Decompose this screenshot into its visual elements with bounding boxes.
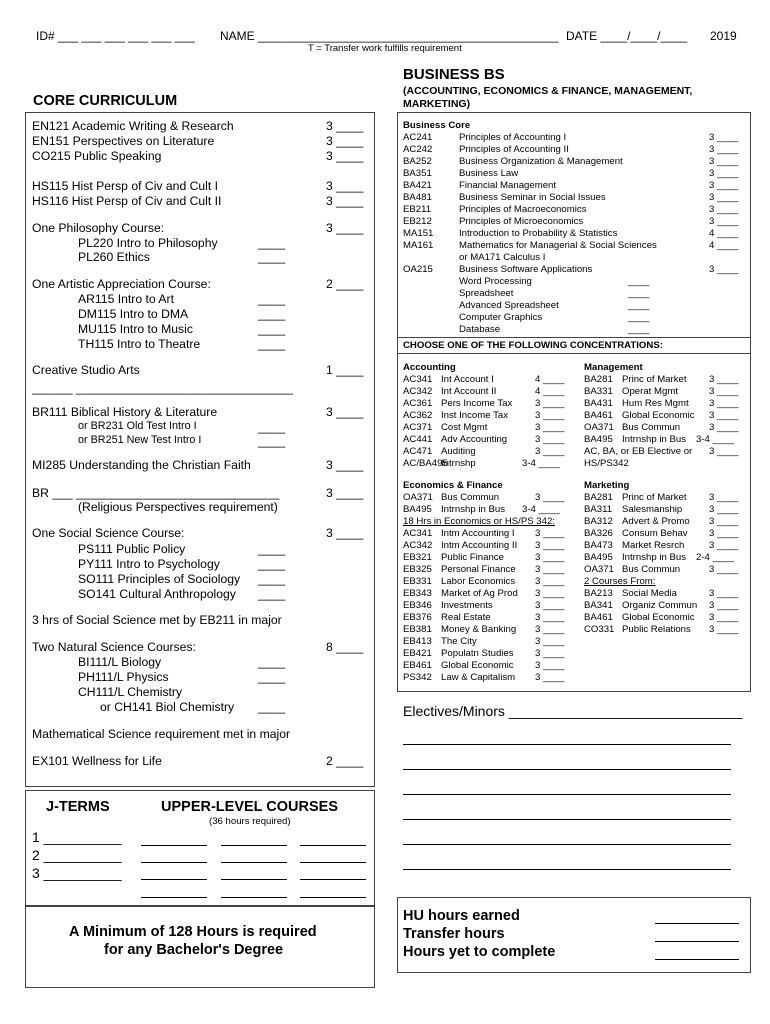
concentration-hours-blank[interactable]: 3 ____ [709, 410, 739, 421]
concentration-hours-blank[interactable]: 3 ____ [709, 516, 739, 527]
core-hours-blank[interactable]: ____ [258, 307, 286, 321]
concentration-code: EB346 [403, 600, 432, 611]
concentration-hours-blank[interactable]: 3 ____ [535, 540, 565, 551]
software-item: Word Processing [459, 276, 532, 287]
concentration-hours-blank[interactable]: 3 ____ [709, 398, 739, 409]
core-hours-blank[interactable]: ____ [258, 236, 286, 250]
course-hours-blank[interactable]: 3 ____ [709, 156, 739, 167]
concentration-code: AC342 [403, 386, 433, 397]
concentration-hours-blank[interactable]: 3 ____ [535, 422, 565, 433]
course-code: MA161 [403, 240, 434, 251]
concentration-title: Real Estate [441, 612, 491, 623]
concentration-title: Advert & Promo [622, 516, 690, 527]
electives-line[interactable] [403, 869, 731, 870]
concentration-hours-blank[interactable]: 3 ____ [535, 528, 565, 539]
core-course: BR ___ ______________________________ [32, 486, 280, 500]
concentration-hours-blank[interactable]: 3 ____ [709, 504, 739, 515]
hu-hours-line[interactable] [655, 923, 739, 924]
upper-course-line[interactable] [300, 845, 366, 846]
concentration-title: Operat Mgmt [622, 386, 678, 397]
concentration-code: BA341 [584, 600, 613, 611]
concentration-title: Global Economic [441, 660, 514, 671]
concentration-title: Global Economic [622, 410, 695, 421]
core-course: MU115 Intro to Music [78, 322, 193, 336]
concentration-code: BA311 [584, 504, 613, 515]
concentration-code: PS342 [403, 672, 432, 683]
concentration-code: EB325 [403, 564, 432, 575]
software-item: Computer Graphics [459, 312, 543, 323]
concentration-code: AC362 [403, 410, 433, 421]
core-hours-blank[interactable]: ____ [258, 587, 286, 601]
concentration-hours-blank[interactable]: 3-4 ____ [522, 458, 560, 469]
core-course: HS115 Hist Persp of Civ and Cult I [32, 179, 219, 193]
concentration-code: AC441 [403, 434, 433, 445]
hours-complete-label: Hours yet to complete [403, 944, 556, 960]
econ_finance-title: Economics & Finance [403, 480, 503, 491]
core-hours-blank[interactable]: 3 ____ [326, 149, 364, 163]
core-course: Two Natural Science Courses: [32, 640, 196, 654]
id-field[interactable]: ID# ___ ___ ___ ___ ___ ___ [36, 29, 195, 43]
electives-line[interactable] [403, 769, 731, 770]
concentration-title: Personal Finance [441, 564, 516, 575]
course-title: Principles of Accounting II [459, 144, 569, 155]
course-title: Principles of Accounting I [459, 132, 567, 143]
upper-course-line[interactable] [300, 862, 366, 863]
concentration-hours-blank[interactable]: 3 ____ [535, 612, 565, 623]
concentration-hours-blank[interactable]: 3 ____ [535, 552, 565, 563]
concentration-title: Int Account I [441, 374, 494, 385]
concentration-title: Intrnshp in Bus [622, 552, 686, 563]
core-hours-blank[interactable]: ____ [258, 542, 286, 556]
core-course: CH111/L Chemistry [78, 685, 183, 699]
program-title: BUSINESS BS [403, 66, 505, 83]
concentration-code: BA331 [584, 386, 613, 397]
course-hours-blank[interactable]: 4 ____ [709, 228, 739, 239]
core-course: PY111 Intro to Psychology [78, 557, 220, 571]
core-hours-blank[interactable]: ____ [258, 670, 286, 684]
concentration-hours-blank[interactable]: 3 ____ [709, 588, 739, 599]
core-hours-blank[interactable]: 3 ____ [326, 526, 364, 540]
concentration-title: Public Finance [441, 552, 504, 563]
course-title: Financial Management [459, 180, 557, 191]
core-course: One Social Science Course: [32, 526, 185, 540]
concentration-hours-blank[interactable]: 3 ____ [709, 564, 739, 575]
core-course: EN151 Perspectives on Literature [32, 134, 215, 148]
course-hours-blank[interactable]: 3 ____ [709, 192, 739, 203]
software-item: Advanced Spreadsheet [459, 300, 559, 311]
concentration-hours-blank[interactable]: 3 ____ [709, 446, 739, 457]
transfer-hours-line[interactable] [655, 941, 739, 942]
concentration-code: AC361 [403, 398, 433, 409]
concentration-code: OA371 [403, 492, 433, 503]
concentration-code: BA495 [584, 434, 613, 445]
software-item: Database [459, 324, 501, 335]
upper-course-line[interactable] [141, 897, 207, 898]
concentration-title: Intrnshp in Bus [441, 504, 505, 515]
course-hours-blank[interactable]: 3 ____ [709, 144, 739, 155]
concentration-title: Investments [441, 600, 493, 611]
course-code: AC241 [403, 132, 433, 143]
core-hours-blank[interactable]: ____ [258, 337, 286, 351]
jterm-1[interactable]: 1 __________ [32, 829, 122, 845]
concentration-code: BA495 [403, 504, 432, 515]
concentration-hours-blank[interactable]: 3-4 ____ [522, 504, 560, 515]
concentration-hours-blank[interactable]: 3 ____ [535, 600, 565, 611]
core-hours-blank[interactable]: 3 ____ [326, 119, 364, 133]
electives-line[interactable] [403, 794, 731, 795]
concentration-code: HS/PS342 [584, 458, 629, 469]
core-hours-blank[interactable]: 8 ____ [326, 640, 364, 654]
concentration-title: Intm Accounting II [441, 540, 518, 551]
concentration-hours-blank[interactable]: 3 ____ [535, 410, 565, 421]
concentration-code: EB331 [403, 576, 432, 587]
course-code: BA421 [403, 180, 432, 191]
concentration-hours-blank[interactable]: 3 ____ [535, 398, 565, 409]
divider [397, 353, 750, 354]
course-code: EB211 [403, 204, 432, 215]
concentration-hours-blank[interactable]: 3 ____ [709, 528, 739, 539]
concentration-code: BA326 [584, 528, 613, 539]
concentration-code: OA371 [584, 564, 614, 575]
concentration-code: BA281 [584, 374, 613, 385]
minimum-line-1: A Minimum of 128 Hours is required [69, 924, 317, 940]
accounting-title: Accounting [403, 362, 456, 373]
core-course: 3 hrs of Social Science met by EB211 in major [32, 613, 282, 627]
course-title: Mathematics for Managerial & Social Sciences [459, 240, 657, 251]
core-hours-blank[interactable]: ____ [258, 434, 286, 448]
course-hours-blank[interactable]: 3 ____ [709, 168, 739, 179]
concentration-title: Intrnshp [441, 458, 476, 469]
core-course: BR111 Biblical History & Literature [32, 405, 218, 419]
concentration-title: Law & Capitalism [441, 672, 516, 683]
core-course: EX101 Wellness for Life [32, 754, 162, 768]
concentration-title: Populatn Studies [441, 648, 514, 659]
marketing-title: Marketing [584, 480, 630, 491]
concentration-title: Intrnshp in Bus [622, 434, 686, 445]
concentration-hours-blank[interactable]: 3 ____ [535, 434, 565, 445]
concentration-title: Princ of Market [622, 492, 687, 503]
concentration-title: Bus Commun [441, 492, 500, 503]
concentration-code: EB413 [403, 636, 432, 647]
program-subtitle-1: (ACCOUNTING, ECONOMICS & FINANCE, MANAGEMENT, [403, 85, 693, 97]
core-course: or CH141 Biol Chemistry [100, 700, 235, 714]
core-course: PL220 Intro to Philosophy [78, 236, 218, 250]
course-hours-blank[interactable]: 3 ____ [709, 264, 739, 275]
concentration-hours-blank[interactable]: 3 ____ [535, 588, 565, 599]
concentration-hours-blank[interactable]: 3 ____ [709, 422, 739, 433]
concentration-code: BA473 [584, 540, 613, 551]
course-title: or MA171 Calculus I [459, 252, 546, 263]
core-hours-blank[interactable]: ____ [258, 655, 286, 669]
concentration-code: AC371 [403, 422, 433, 433]
course-title: Principles of Microeconomics [459, 216, 584, 227]
core-hours-blank[interactable]: 1 ____ [326, 363, 364, 377]
upper-note: (36 hours required) [209, 816, 291, 827]
concentration-code: CO331 [584, 624, 615, 635]
concentration-title: Int Account II [441, 386, 497, 397]
concentration-hours-blank[interactable]: 3 ____ [535, 648, 565, 659]
concentration-title: Market Resrch [622, 540, 685, 551]
concentration-title: Bus Commun [622, 564, 681, 575]
concentration-code: AC342 [403, 540, 433, 551]
upper-course-line[interactable] [221, 897, 287, 898]
concentration-title: Consum Behav [622, 528, 688, 539]
core-course: One Artistic Appreciation Course: [32, 277, 211, 291]
upper-course-line[interactable] [141, 862, 207, 863]
core-hours-blank[interactable]: ____ [258, 572, 286, 586]
core-hours-blank[interactable]: 3 ____ [326, 486, 364, 500]
upper-course-line[interactable] [141, 845, 207, 846]
concentration-title: Market of Ag Prod [441, 588, 518, 599]
core-course: ______ ________________________________ [32, 381, 293, 395]
concentration-title: Salesmanship [622, 504, 683, 515]
core-hours-blank[interactable]: ____ [258, 292, 286, 306]
core-course: (Religious Perspectives requirement) [78, 500, 278, 514]
course-code: BA481 [403, 192, 432, 203]
concentration-hours-blank[interactable]: 4 ____ [535, 374, 565, 385]
jterm-2[interactable]: 2 __________ [32, 847, 122, 863]
software-blank[interactable]: ____ [628, 300, 650, 311]
core-course: DM115 Intro to DMA [78, 307, 189, 321]
concentration-title: Auditing [441, 446, 476, 457]
upper-course-line[interactable] [141, 879, 207, 880]
business-core-title: Business Core [403, 120, 471, 131]
course-code: MA151 [403, 228, 434, 239]
concentration-hours-blank[interactable]: 3-4 ____ [696, 434, 734, 445]
concentrations-title: CHOOSE ONE OF THE FOLLOWING CONCENTRATIONS: [403, 340, 663, 351]
course-hours-blank[interactable]: 3 ____ [709, 132, 739, 143]
concentration-code: EB321 [403, 552, 432, 563]
concentration-title: Bus Commun [622, 422, 681, 433]
concentration-hours-blank[interactable]: 3 ____ [535, 564, 565, 575]
concentration-hours-blank[interactable]: 3 ____ [709, 492, 739, 503]
course-code: BA252 [403, 156, 432, 167]
transfer-hours-label: Transfer hours [403, 926, 505, 942]
course-hours-blank[interactable]: 4 ____ [709, 240, 739, 251]
core-hours-blank[interactable]: 3 ____ [326, 134, 364, 148]
concentration-title: Princ of Market [622, 374, 687, 385]
core-hours-blank[interactable]: ____ [258, 420, 286, 434]
management-title: Management [584, 362, 643, 373]
concentration-title: Money & Banking [441, 624, 517, 635]
concentration-code: 2 Courses From: [584, 576, 656, 587]
concentration-title: Social Media [622, 588, 677, 599]
course-title: Business Organization & Management [459, 156, 623, 167]
concentration-hours-blank[interactable]: 3 ____ [709, 374, 739, 385]
concentration-hours-blank[interactable]: 3 ____ [535, 492, 565, 503]
concentration-code: EB421 [403, 648, 432, 659]
concentration-code: EB343 [403, 588, 432, 599]
core-course: BI111/L Biology [78, 655, 162, 669]
core-course: MI285 Understanding the Christian Faith [32, 458, 251, 472]
core-course: PL260 Ethics [78, 250, 150, 264]
electives-label[interactable]: Electives/Minors ______________________________ [403, 703, 743, 719]
concentration-hours-blank[interactable]: 3 ____ [709, 600, 739, 611]
core-course: Mathematical Science requirement met in major [32, 727, 291, 741]
concentration-hours-blank[interactable]: 3 ____ [535, 576, 565, 587]
core-course: SO141 Cultural Anthropology [78, 587, 236, 601]
core-course: or BR231 Old Test Intro I [78, 420, 197, 432]
jterms-title: J-TERMS [46, 799, 110, 815]
course-title: Business Law [459, 168, 519, 179]
concentration-title: Cost Mgmt [441, 422, 488, 433]
course-title: Introduction to Probability & Statistics [459, 228, 618, 239]
core-hours-blank[interactable]: 2 ____ [326, 754, 364, 768]
core-course: EN121 Academic Writing & Research [32, 119, 234, 133]
concentration-hours-blank[interactable]: 3 ____ [709, 540, 739, 551]
core-course: SO111 Principles of Sociology [78, 572, 241, 586]
hours-complete-line[interactable] [655, 959, 739, 960]
concentration-hours-blank[interactable]: 3 ____ [709, 612, 739, 623]
electives-line[interactable] [403, 844, 731, 845]
core-course: TH115 Intro to Theatre [78, 337, 201, 351]
core-hours-blank[interactable]: ____ [258, 322, 286, 336]
jterm-3[interactable]: 3 __________ [32, 865, 122, 881]
concentration-hours-blank[interactable]: 3 ____ [535, 660, 565, 671]
electives-line[interactable] [403, 819, 731, 820]
software-blank[interactable]: ____ [628, 312, 650, 323]
concentration-title: Public Relations [622, 624, 691, 635]
concentration-hours-blank[interactable]: 3 ____ [535, 672, 565, 683]
concentration-code: BA312 [584, 516, 613, 527]
core-hours-blank[interactable]: 3 ____ [326, 194, 364, 208]
core-hours-blank[interactable]: 3 ____ [326, 221, 364, 235]
concentration-hours-blank[interactable]: 3 ____ [535, 636, 565, 647]
course-hours-blank[interactable]: 3 ____ [709, 216, 739, 227]
name-field[interactable]: NAME _____________________________________________ [220, 29, 559, 43]
core-course: Creative Studio Arts [32, 363, 140, 377]
core-hours-blank[interactable]: 2 ____ [326, 277, 364, 291]
core-course: PS111 Public Policy [78, 542, 186, 556]
core-course: PH111/L Physics [78, 670, 169, 684]
course-title: Business Software Applications [459, 264, 593, 275]
core-course: One Philosophy Course: [32, 221, 165, 235]
course-code: EB212 [403, 216, 432, 227]
concentration-hours-blank[interactable]: 2-4 ____ [696, 552, 734, 563]
concentration-hours-blank[interactable]: 3 ____ [535, 624, 565, 635]
upper-course-line[interactable] [221, 862, 287, 863]
concentration-hours-blank[interactable]: 4 ____ [535, 386, 565, 397]
upper-course-line[interactable] [300, 897, 366, 898]
concentration-code: AC/BA495 [403, 458, 448, 469]
concentration-code: AC, BA, or EB Elective or [584, 446, 693, 457]
core-hours-blank[interactable]: 3 ____ [326, 405, 364, 419]
concentration-hours-blank[interactable]: 3 ____ [535, 446, 565, 457]
course-title: Business Seminar in Social Issues [459, 192, 606, 203]
course-code: AC242 [403, 144, 433, 155]
electives-line[interactable] [403, 744, 731, 745]
concentration-title: Hum Res Mgmt [622, 398, 689, 409]
course-hours-blank[interactable]: 3 ____ [709, 180, 739, 191]
concentration-code: BA431 [584, 398, 613, 409]
concentration-code: 18 Hrs in Economics or HS/PS 342: [403, 516, 555, 527]
core-course: CO215 Public Speaking [32, 149, 162, 163]
core-hours-blank[interactable]: ____ [258, 250, 286, 264]
concentration-code: BA495 [584, 552, 613, 563]
concentration-title: Inst Income Tax [441, 410, 509, 421]
concentration-code: BA461 [584, 410, 613, 421]
program-subtitle-2: MARKETING) [403, 98, 471, 110]
concentration-title: The City [441, 636, 477, 647]
core-hours-blank[interactable]: 3 ____ [326, 458, 364, 472]
concentration-code: AC341 [403, 374, 433, 385]
upper-course-line[interactable] [300, 879, 366, 880]
core-title: CORE CURRICULUM [33, 93, 178, 109]
concentration-title: Adv Accounting [441, 434, 508, 445]
core-hours-blank[interactable]: ____ [258, 700, 286, 714]
core-course: or BR251 New Test Intro I [78, 434, 202, 446]
concentration-title: Global Economic [622, 612, 695, 623]
core-course: AR115 Intro to Art [78, 292, 174, 306]
concentration-code: EB381 [403, 624, 432, 635]
course-title: Principles of Macroeconomics [459, 204, 587, 215]
core-course: HS116 Hist Persp of Civ and Cult II [32, 194, 222, 208]
core-hours-blank[interactable]: 3 ____ [326, 179, 364, 193]
course-hours-blank[interactable]: 3 ____ [709, 204, 739, 215]
concentration-code: AC341 [403, 528, 433, 539]
course-code: OA215 [403, 264, 433, 275]
transfer-note: T = Transfer work fulfills requirement [308, 43, 462, 54]
software-item: Spreadsheet [459, 288, 514, 299]
minimum-line-2: for any Bachelor's Degree [104, 942, 284, 958]
concentration-hours-blank[interactable]: 3 ____ [709, 386, 739, 397]
course-code: BA351 [403, 168, 432, 179]
concentration-code: BA461 [584, 612, 613, 623]
concentration-code: OA371 [584, 422, 614, 433]
concentration-code: EB376 [403, 612, 432, 623]
upper-title: UPPER-LEVEL COURSES [161, 799, 338, 815]
year-label: 2019 [710, 29, 737, 43]
hu-hours-label: HU hours earned [403, 908, 520, 924]
software-blank[interactable]: ____ [628, 276, 650, 287]
concentration-title: Intm Accounting I [441, 528, 515, 539]
software-blank[interactable]: ____ [628, 288, 650, 299]
core-hours-blank[interactable]: ____ [258, 557, 286, 571]
divider [397, 337, 750, 338]
upper-course-line[interactable] [221, 879, 287, 880]
concentration-code: BA213 [584, 588, 613, 599]
upper-course-line[interactable] [221, 845, 287, 846]
concentration-code: EB461 [403, 660, 432, 671]
concentration-title: Labor Economics [441, 576, 516, 587]
concentration-hours-blank[interactable]: 3 ____ [709, 624, 739, 635]
concentration-title: Pers Income Tax [441, 398, 513, 409]
software-blank[interactable]: ____ [628, 324, 650, 335]
concentration-title: Organiz Commun [622, 600, 698, 611]
concentration-code: AC471 [403, 446, 433, 457]
concentration-code: BA281 [584, 492, 613, 503]
date-field[interactable]: DATE ____/____/____ [566, 29, 688, 43]
